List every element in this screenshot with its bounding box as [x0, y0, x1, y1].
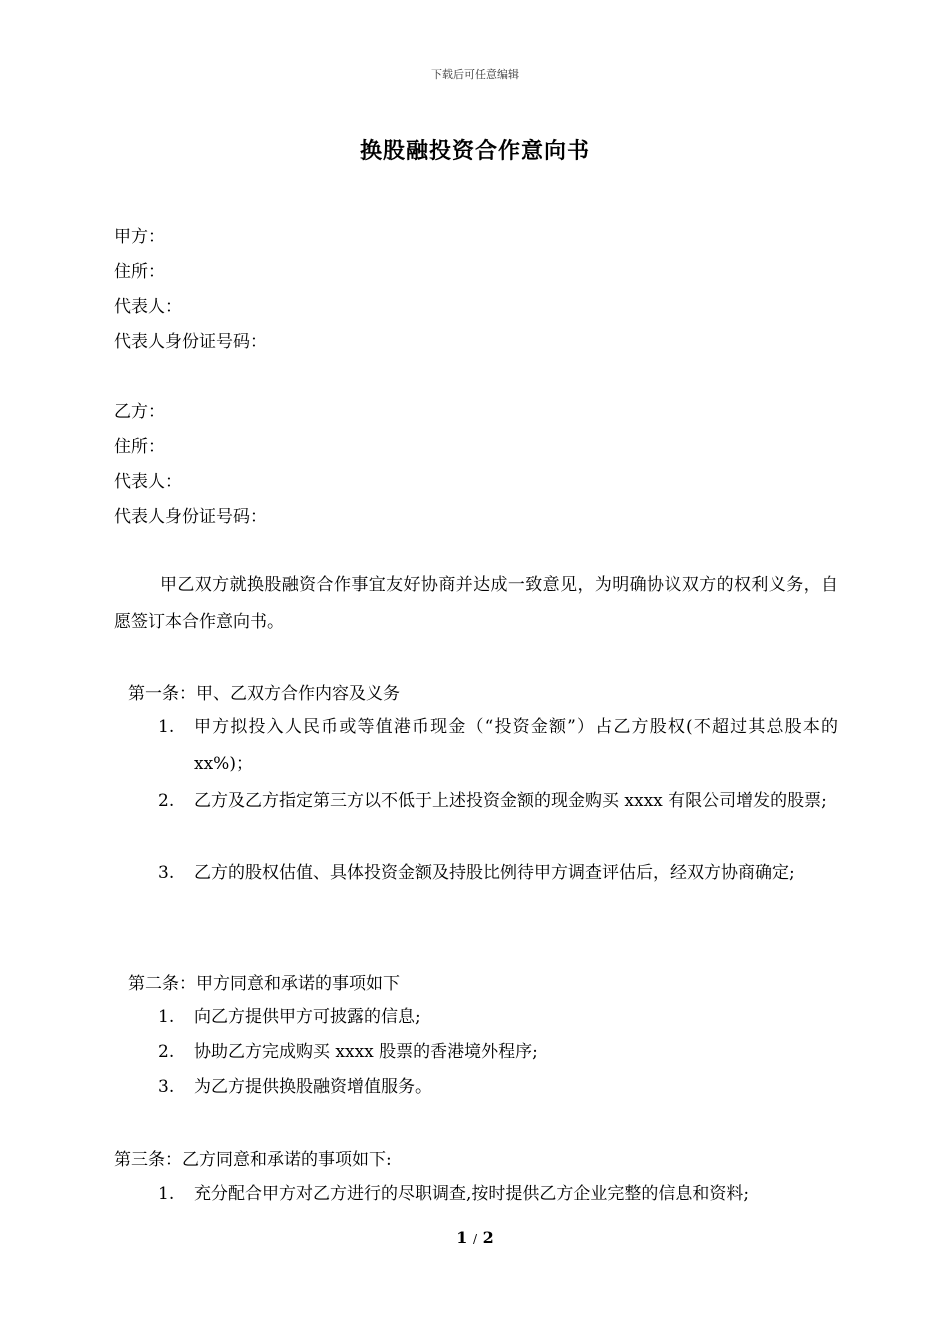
- list-item-text: 乙方及乙方指定第三方以不低于上述投资金额的现金购买 xxxx 有限公司增发的股票;: [194, 791, 827, 811]
- list-item-text: 协助乙方完成购买 xxxx 股票的香港境外程序;: [194, 1042, 538, 1062]
- list-item-number: 3.: [158, 863, 175, 883]
- party-b-name-label: 乙方：: [114, 402, 165, 422]
- page-current: 1: [456, 1228, 468, 1247]
- party-b-rep-label: 代表人：: [114, 472, 182, 492]
- party-b-address-label: 住所：: [114, 437, 165, 457]
- article-2-heading: 第二条：甲方同意和承诺的事项如下: [128, 974, 400, 994]
- list-item-text: 为乙方提供换股融资增值服务。: [194, 1077, 432, 1097]
- list-item: [158, 855, 838, 892]
- list-item-number: 1.: [158, 1007, 175, 1027]
- list-item-number: 2.: [158, 791, 175, 811]
- list-item: [158, 1069, 838, 1106]
- list-item-number: 1.: [158, 1184, 175, 1204]
- list-item-number: 1.: [158, 717, 175, 737]
- intro-paragraph: 甲乙双方就换股融资合作事宜友好协商并达成一致意见，为明确协议双方的权利义务，自愿签订本合作意向书。: [114, 575, 838, 632]
- header-note: 下载后可任意编辑: [431, 68, 519, 81]
- page-total: 2: [482, 1228, 494, 1247]
- page-number: [0, 1228, 950, 1247]
- party-a-address-label: 住所：: [114, 262, 165, 282]
- document-title: 换股融投资合作意向书: [359, 138, 590, 164]
- party-a-name-label: 甲方：: [114, 227, 165, 247]
- list-item-text: 向乙方提供甲方可披露的信息;: [194, 1007, 421, 1027]
- list-item: [158, 1034, 838, 1071]
- page-separator: /: [472, 1232, 478, 1246]
- list-item: [158, 999, 838, 1036]
- list-item: [158, 783, 838, 820]
- list-item-text: 甲方拟投入人民币或等值港币现金（“投资金额”）占乙方股权(不超过其总股本的 xx%)；: [194, 717, 838, 774]
- list-item-number: 2.: [158, 1042, 175, 1062]
- list-item-text: 乙方的股权估值、具体投资金额及持股比例待甲方调查评估后，经双方协商确定;: [194, 863, 795, 883]
- list-item: [158, 709, 838, 783]
- list-item: [158, 1176, 838, 1213]
- party-a-id-label: 代表人身份证号码：: [114, 332, 267, 352]
- article-3-heading: 第三条：乙方同意和承诺的事项如下:: [114, 1150, 392, 1170]
- party-b-id-label: 代表人身份证号码：: [114, 507, 267, 527]
- article-1-heading: 第一条：甲、乙双方合作内容及义务: [128, 684, 400, 704]
- party-a-rep-label: 代表人：: [114, 297, 182, 317]
- list-item-text: 充分配合甲方对乙方进行的尽职调查,按时提供乙方企业完整的信息和资料;: [194, 1184, 750, 1204]
- list-item-number: 3.: [158, 1077, 175, 1097]
